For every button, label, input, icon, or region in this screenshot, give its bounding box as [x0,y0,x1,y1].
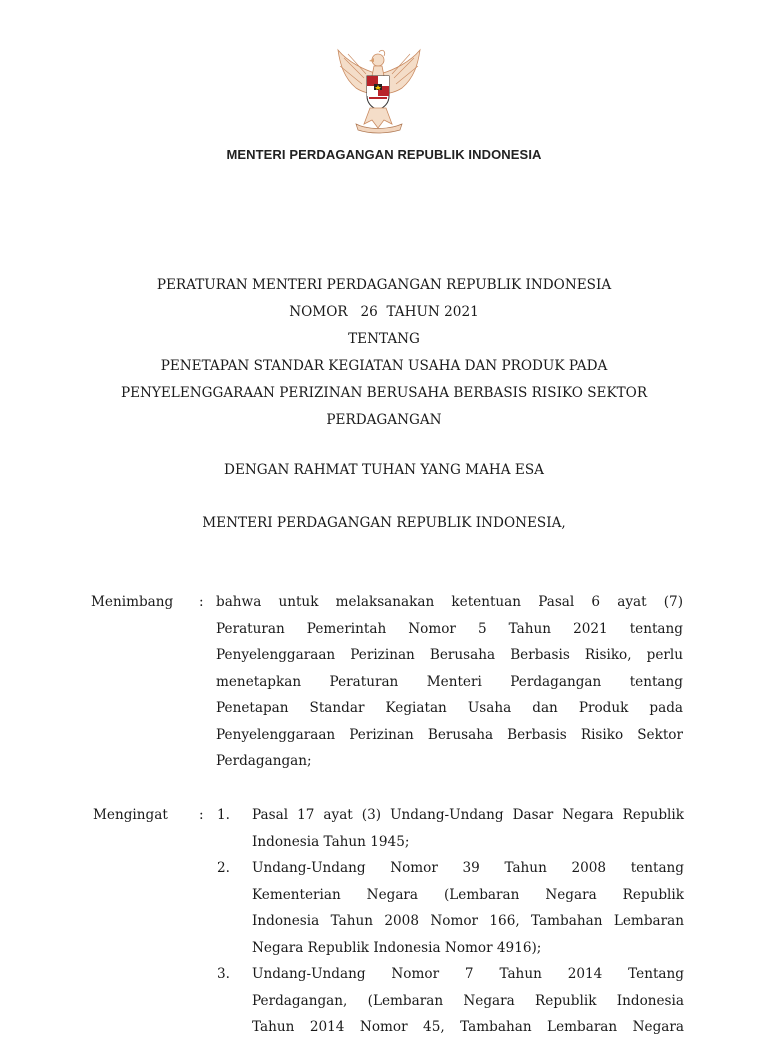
title-line: PERDAGANGAN [326,412,442,428]
text-line: Perdagangan; [216,753,312,769]
text-line: Peraturan Pemerintah Nomor 5 Tahun 2021 tentang [216,620,683,637]
menimbang-colon: : [199,594,204,610]
menimbang-text [216,589,683,775]
item-number: 2. [217,860,230,876]
text-line: Perdagangan, (Lembaran Negara Republik Indonesia [252,992,684,1009]
blessing-line: DENGAN RAHMAT TUHAN YANG MAHA ESA [224,462,544,478]
mengingat-item-3 [252,961,684,1041]
title-line: PERATURAN MENTERI PERDAGANGAN REPUBLIK INDONESIA [156,277,612,293]
text-line: menetapkan Peraturan Menteri Perdagangan tentang [216,673,683,690]
ministry-heading: MENTERI PERDAGANGAN REPUBLIK INDONESIA [226,147,542,162]
item-number: 3. [217,966,230,982]
text-line: Indonesia Tahun 2008 Nomor 166, Tambahan Lembaran [252,913,684,929]
text-line: Undang-Undang Nomor 7 Tahun 2014 Tentang [252,966,684,982]
title-line: PENYELENGGARAAN PERIZINAN BERUSAHA BERBASIS RISIKO SEKTOR [120,385,648,401]
text-line: Penyelenggaraan Perizinan Berusaha Berbasis Risiko Sektor [216,726,683,743]
item-number: 1. [217,807,230,823]
text-line: Negara Republik Indonesia Nomor 4916); [252,939,542,956]
text-line: Pasal 17 ayat (3) Undang-Undang Dasar Negara Republik [252,807,684,823]
mengingat-item-1 [252,802,684,855]
regulation-title [0,272,768,434]
text-line: Penetapan Standar Kegiatan Usaha dan Produk pada [216,700,683,716]
text-line: bahwa untuk melaksanakan ketentuan Pasal 6 ayat (7) [216,594,683,610]
garuda-emblem [334,44,424,136]
title-line: TENTANG [348,331,420,347]
text-line: Undang-Undang Nomor 39 Tahun 2008 tentang [252,860,684,876]
menimbang-label: Menimbang [91,594,174,610]
mengingat-item-2 [252,855,684,961]
text-line: Tahun 2014 Nomor 45, Tambahan Lembaran Negara [252,1019,684,1035]
mengingat-colon: : [199,807,204,823]
text-line: Kementerian Negara (Lembaran Negara Republik [252,886,684,903]
mengingat-label: Mengingat [93,807,168,823]
title-line: PENETAPAN STANDAR KEGIATAN USAHA DAN PRODUK PADA [160,358,608,374]
title-number: NOMOR 26 TAHUN 2021 [289,304,479,320]
text-line: Penyelenggaraan Perizinan Berusaha Berbasis Risiko, perlu [216,647,683,663]
issuer-line: MENTERI PERDAGANGAN REPUBLIK INDONESIA, [202,515,566,531]
text-line: Indonesia Tahun 1945; [252,833,410,850]
